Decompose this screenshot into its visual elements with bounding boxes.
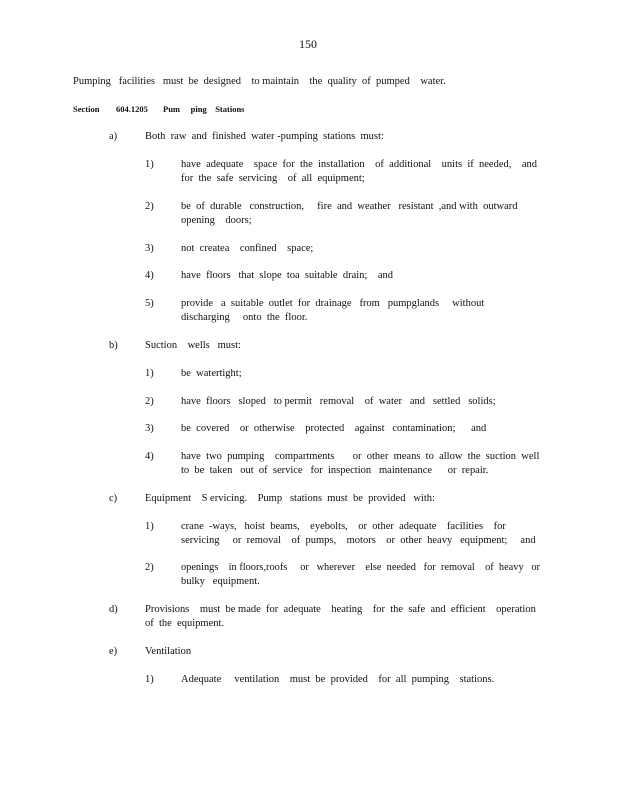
item-marker: a)	[109, 131, 118, 142]
item-marker: d)	[109, 604, 118, 615]
item-text-continued: of the equipment.	[145, 618, 225, 629]
subitem-line: for the safe servicing of all equipment;	[181, 173, 365, 184]
subitem-line: have adequate space for the installation of additional units if needed, and	[181, 159, 538, 170]
subitem-line: have two pumping compartments or other means to allow the suction well	[181, 451, 540, 462]
subitem-line: discharging onto the floor.	[181, 312, 308, 323]
subitem-marker: 1)	[145, 521, 154, 532]
item-text: Both raw and finished water -pumping stations must:	[145, 131, 384, 142]
subitem-marker: 4)	[145, 270, 154, 281]
subitem-line: bulky equipment.	[181, 576, 260, 587]
item-text: Equipment S ervicing. Pump stations must be provided with:	[145, 493, 435, 504]
subitem-line: be watertight;	[181, 368, 242, 379]
item-text: Ventilation	[145, 646, 192, 657]
subitem-marker: 4)	[145, 451, 154, 462]
section-number: 604.1205	[116, 104, 148, 114]
subitem-line: opening doors;	[181, 215, 252, 226]
subitem-marker: 3)	[145, 243, 154, 254]
subitem-marker: 2)	[145, 201, 154, 212]
subitem-line: Adequate ventilation must be provided for all pumping stations.	[181, 674, 495, 685]
section-label: Section	[73, 104, 100, 114]
subitem-line: not createa confined space;	[181, 243, 314, 254]
subitem-marker: 3)	[145, 423, 154, 434]
subitem-marker: 2)	[145, 562, 154, 573]
subitem-marker: 1)	[145, 368, 154, 379]
subitem-line: provide a suitable outlet for drainage from pumpglands without	[181, 298, 485, 309]
subitem-line: have floors that slope toa suitable drain; and	[181, 270, 393, 281]
subitem-marker: 1)	[145, 159, 154, 170]
subitem-line: to be taken out of service for inspection maintenance or repair.	[181, 465, 489, 476]
subitem-line: be covered or otherwise protected against contamination; and	[181, 423, 487, 434]
subitem-line: servicing or removal of pumps, motors or other heavy equipment; and	[181, 535, 536, 546]
item-marker: e)	[109, 646, 118, 657]
intro-paragraph: Pumping facilities must be designed to maintain the quality of pumped water.	[73, 76, 446, 87]
item-marker: b)	[109, 340, 118, 351]
subitem-line: crane -ways, hoist beams, eyebolts, or other adequate facilities for	[181, 521, 506, 532]
section-title: Pum ping Stations	[163, 104, 245, 114]
subitem-line: have floors sloped to permit removal of water and settled solids;	[181, 396, 496, 407]
subitem-marker: 2)	[145, 396, 154, 407]
item-text: Provisions must be made for adequate heating for the safe and efficient operation	[145, 604, 536, 615]
subitem-line: be of durable construction, fire and weather resistant ,and with outward	[181, 201, 518, 212]
subitem-marker: 5)	[145, 298, 154, 309]
subitem-marker: 1)	[145, 674, 154, 685]
item-marker: c)	[109, 493, 118, 504]
item-text: Suction wells must:	[145, 340, 241, 351]
subitem-line: openings in floors,roofs or wherever else needed for removal of heavy or	[181, 562, 540, 573]
page-number: 150	[299, 37, 317, 51]
